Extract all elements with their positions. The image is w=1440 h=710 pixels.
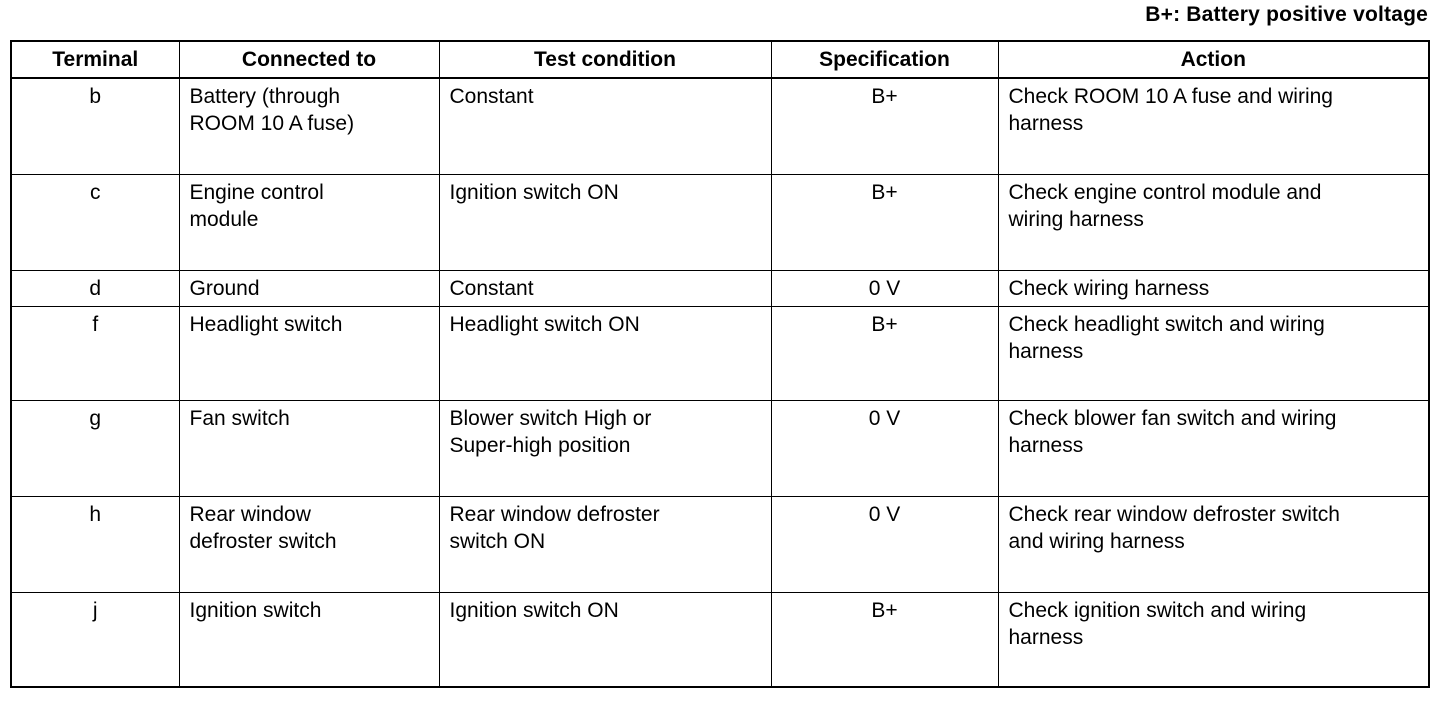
terminal-cell: f xyxy=(11,307,179,401)
action-cell xyxy=(998,497,1429,593)
cell-line: Headlight switch xyxy=(189,313,343,336)
cell-line: Constant xyxy=(449,277,534,300)
cell-line: Check engine control module and xyxy=(1008,181,1322,204)
cell-line: Ignition switch xyxy=(189,599,322,622)
cell-line: Ignition switch ON xyxy=(449,599,619,622)
cell-line: harness xyxy=(1008,340,1084,363)
test-condition-cell xyxy=(439,175,771,271)
cell-line: Rear window xyxy=(189,503,311,526)
table-row xyxy=(11,307,1429,401)
terminal-cell: j xyxy=(11,593,179,688)
action-cell xyxy=(998,271,1429,307)
table-row xyxy=(11,593,1429,688)
connected-to-cell xyxy=(179,175,439,271)
test-condition-cell xyxy=(439,593,771,688)
cell-line: Fan switch xyxy=(189,407,290,430)
cell-line: Engine control xyxy=(189,181,324,204)
cell-line: module xyxy=(189,208,259,231)
cell-line: harness xyxy=(1008,112,1084,135)
specification-cell: 0 V xyxy=(771,497,998,593)
header-test-condition: Test condition xyxy=(439,41,771,78)
cell-line: harness xyxy=(1008,434,1084,457)
test-condition-cell xyxy=(439,497,771,593)
cell-line: Super-high position xyxy=(449,434,631,457)
cell-line: defroster switch xyxy=(189,530,337,553)
cell-line: Rear window defroster xyxy=(449,503,660,526)
table-row xyxy=(11,271,1429,307)
test-condition-cell xyxy=(439,271,771,307)
header-row xyxy=(11,41,1429,78)
table-row xyxy=(11,401,1429,497)
test-condition-cell xyxy=(439,401,771,497)
connected-to-cell xyxy=(179,401,439,497)
connected-to-cell xyxy=(179,497,439,593)
cell-line: Check ignition switch and wiring xyxy=(1008,599,1307,622)
header-action: Action xyxy=(998,41,1429,78)
terminal-cell: h xyxy=(11,497,179,593)
specification-cell: B+ xyxy=(771,175,998,271)
cell-line: switch ON xyxy=(449,530,546,553)
test-condition-cell xyxy=(439,78,771,175)
cell-line: Battery (through xyxy=(189,85,341,108)
table-row xyxy=(11,497,1429,593)
terminal-cell: b xyxy=(11,78,179,175)
connected-to-cell xyxy=(179,307,439,401)
header-connected-to: Connected to xyxy=(179,41,439,78)
cell-line: and wiring harness xyxy=(1008,530,1185,553)
specification-cell: B+ xyxy=(771,307,998,401)
action-cell xyxy=(998,175,1429,271)
cell-line: Constant xyxy=(449,85,534,108)
connected-to-cell xyxy=(179,593,439,688)
header-terminal: Terminal xyxy=(11,41,179,78)
specification-cell: 0 V xyxy=(771,271,998,307)
action-cell xyxy=(998,307,1429,401)
test-condition-cell xyxy=(439,307,771,401)
cell-line: Ignition switch ON xyxy=(449,181,619,204)
cell-line: Check blower fan switch and wiring xyxy=(1008,407,1337,430)
cell-line: Check wiring harness xyxy=(1008,277,1210,300)
table-row xyxy=(11,175,1429,271)
header-specification: Specification xyxy=(771,41,998,78)
terminal-cell: c xyxy=(11,175,179,271)
action-cell xyxy=(998,593,1429,688)
cell-line: wiring harness xyxy=(1008,208,1144,231)
specification-cell: B+ xyxy=(771,593,998,688)
action-cell xyxy=(998,78,1429,175)
cell-line: Check ROOM 10 A fuse and wiring xyxy=(1008,85,1333,108)
legend-note: B+: Battery positive voltage xyxy=(1145,3,1428,26)
terminal-cell: g xyxy=(11,401,179,497)
cell-line: Check rear window defroster switch xyxy=(1008,503,1340,526)
terminal-cell: d xyxy=(11,271,179,307)
connected-to-cell xyxy=(179,78,439,175)
action-cell xyxy=(998,401,1429,497)
cell-line: Ground xyxy=(189,277,260,300)
cell-line: Blower switch High or xyxy=(449,407,652,430)
cell-line: Check headlight switch and wiring xyxy=(1008,313,1325,336)
terminal-spec-table xyxy=(10,40,1430,688)
connected-to-cell xyxy=(179,271,439,307)
cell-line: harness xyxy=(1008,626,1084,649)
cell-line: Headlight switch ON xyxy=(449,313,640,336)
cell-line: ROOM 10 A fuse) xyxy=(189,112,355,135)
table-row xyxy=(11,78,1429,175)
specification-cell: B+ xyxy=(771,78,998,175)
specification-cell: 0 V xyxy=(771,401,998,497)
